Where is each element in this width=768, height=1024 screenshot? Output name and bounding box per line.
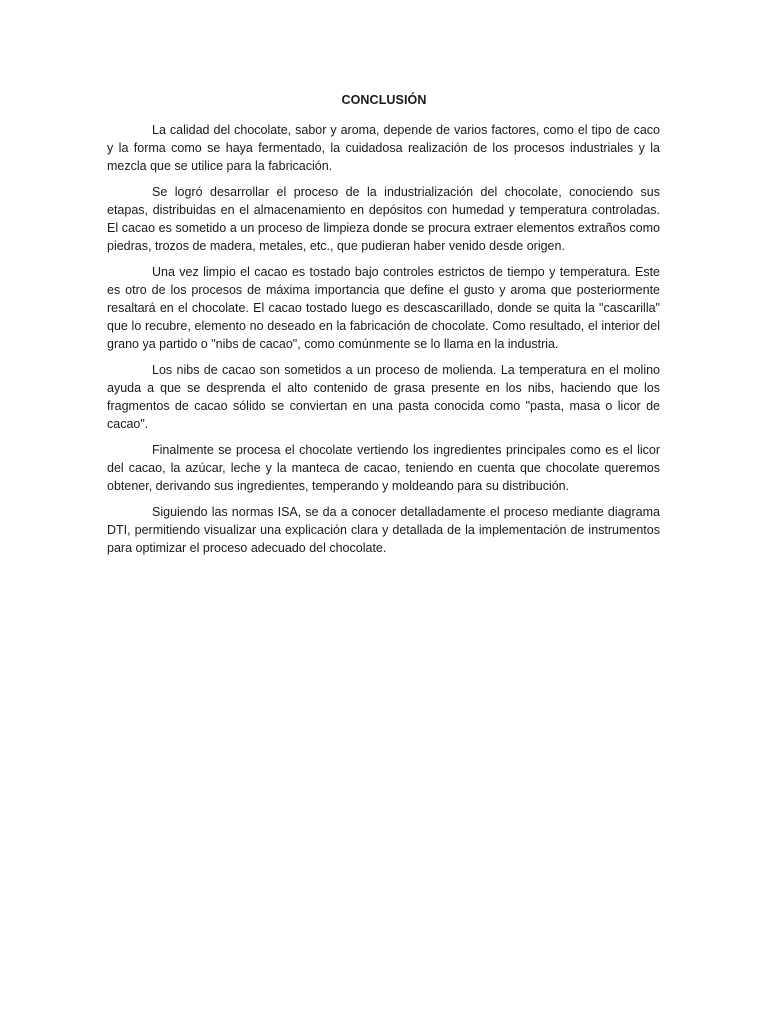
paragraph-5: Finalmente se procesa el chocolate vertiendo los ingredientes principales como es el licor del cacao, la azúcar, leche y la manteca de cacao, teniendo en cuenta que chocolate queremos obtener, derivando sus ingredientes, temperando y moldeando para su distribución. [107,443,660,493]
paragraph-2: Se logró desarrollar el proceso de la industrialización del chocolate, conociendo sus etapas, distribuidas en el almacenamiento en depósitos con humedad y temperatura controladas. El cacao es sometido a un proceso de limpieza donde se procura extraer elementos extraños como piedras, trozos de madera, metales, etc., que pudieran haber venido desde origen. [107,185,660,253]
document-body [107,121,660,565]
paragraph-3: Una vez limpio el cacao es tostado bajo controles estrictos de tiempo y temperatura. Este es otro de los procesos de máxima importancia que define el gusto y aroma que posteriormente resaltará en el chocolate. El cacao tostado luego es descascarillado, donde se quita la "cascarilla" que lo recubre, elemento no deseado en la fabricación de chocolate. Como resultado, el interior del grano ya partido o "nibs de cacao", como comúnmente se lo llama en la industria. [107,265,660,351]
paragraph-6: Siguiendo las normas ISA, se da a conocer detalladamente el proceso mediante diagrama DTI, permitiendo visualizar una explicación clara y detallada de la implementación de instrumentos para optimizar el proceso adecuado del chocolate. [107,505,660,555]
paragraph-1: La calidad del chocolate, sabor y aroma, depende de varios factores, como el tipo de caco y la forma como se haya fermentado, la cuidadosa realización de los procesos industriales y la mezcla que se utilice para la fabricación. [107,123,660,173]
page-title: CONCLUSIÓN [341,93,427,107]
paragraph-4: Los nibs de cacao son sometidos a un proceso de molienda. La temperatura en el molino ayuda a que se desprenda el alto contenido de grasa presente en los nibs, haciendo que los fragmentos de cacao sólido se conviertan en una pasta conocida como "pasta, masa o licor de cacao". [107,363,660,431]
